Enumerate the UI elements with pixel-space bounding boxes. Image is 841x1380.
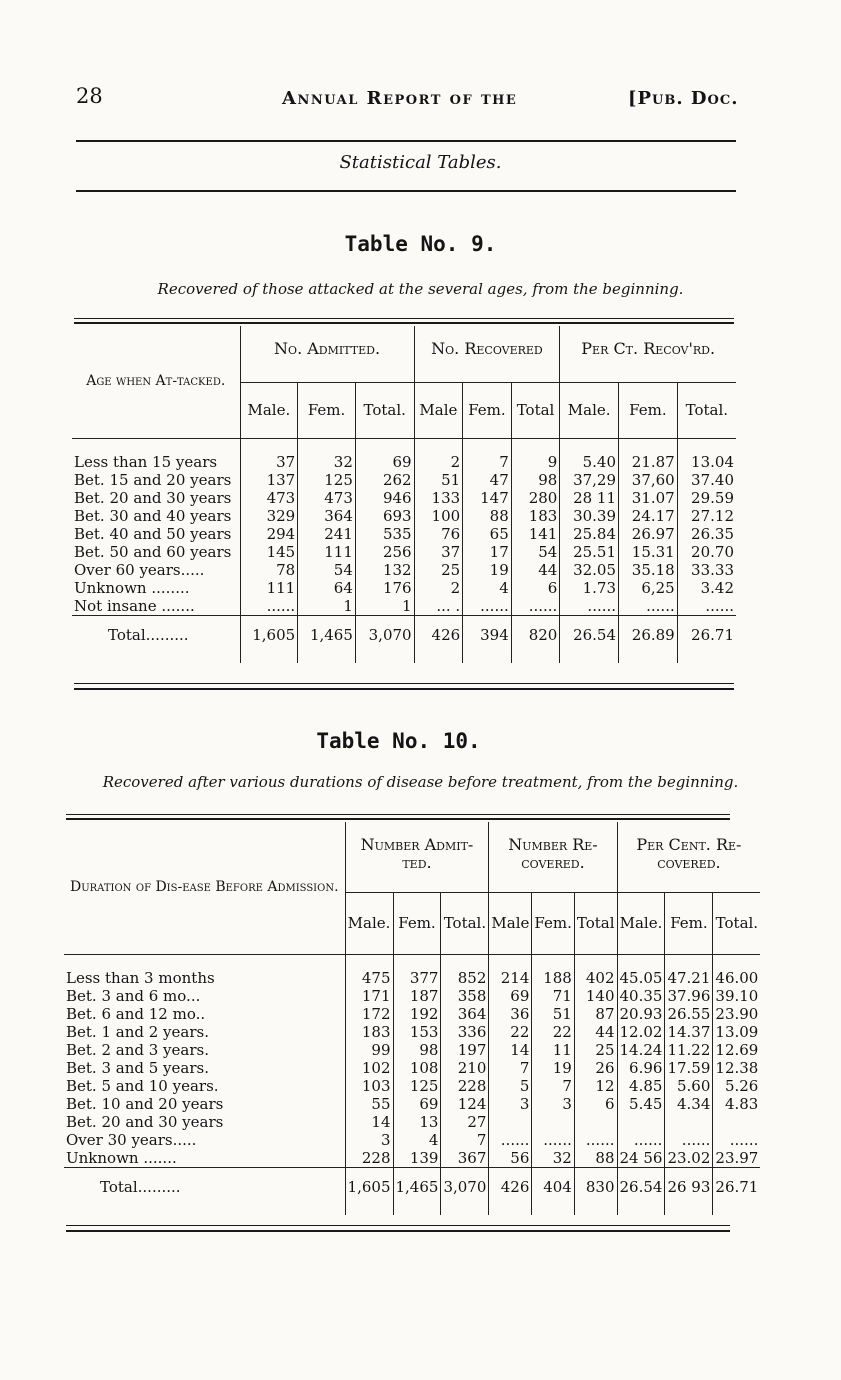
table10-tail-row bbox=[64, 1207, 760, 1215]
table-row bbox=[64, 1113, 760, 1131]
row-label: Bet. 1 and 2 years. bbox=[66, 1022, 209, 1041]
total-cell: 26.71 bbox=[713, 1167, 760, 1207]
table-cell: 1.73 bbox=[560, 579, 619, 597]
table-cell: 78 bbox=[240, 561, 298, 579]
table-cell: 51 bbox=[414, 471, 463, 489]
table-cell: 241 bbox=[298, 525, 356, 543]
table-cell: ...... bbox=[511, 597, 560, 616]
row-label: Bet. 3 and 5 years. bbox=[66, 1058, 209, 1077]
table9-col-male-percent: Male. bbox=[560, 382, 619, 438]
total-cell: 26.71 bbox=[677, 615, 736, 655]
table10-col-male-admitted: Male. bbox=[345, 892, 393, 954]
table-cell: 45.05 bbox=[617, 969, 665, 987]
table-cell: 46.00 bbox=[713, 969, 760, 987]
table-cell: 3 bbox=[345, 1131, 393, 1149]
table9-col-male-admitted: Male. bbox=[240, 382, 298, 438]
table-cell: 5.60 bbox=[665, 1077, 713, 1095]
table-cell: 56 bbox=[489, 1149, 532, 1168]
table-cell: 3.42 bbox=[677, 579, 736, 597]
table-cell: 210 bbox=[441, 1059, 489, 1077]
table-cell: 111 bbox=[240, 579, 298, 597]
table-cell: 13 bbox=[393, 1113, 441, 1131]
table9-col-fem-percent: Fem. bbox=[619, 382, 678, 438]
table9-col-total-percent: Total. bbox=[677, 382, 736, 438]
table-cell: 23.97 bbox=[713, 1149, 760, 1168]
table-cell: ...... bbox=[619, 597, 678, 616]
table-row bbox=[64, 1005, 760, 1023]
table-cell: 5.45 bbox=[617, 1095, 665, 1113]
row-label: Bet. 40 and 50 years bbox=[74, 524, 232, 543]
table-cell: 25.51 bbox=[560, 543, 619, 561]
table9-stub-header: Age when At-tacked. bbox=[72, 326, 240, 438]
table-cell: 1 bbox=[298, 597, 356, 616]
row-label: Less than 15 years bbox=[74, 452, 218, 471]
table-cell: 108 bbox=[393, 1059, 441, 1077]
table-cell: 25 bbox=[574, 1041, 617, 1059]
table-cell: 23.02 bbox=[665, 1149, 713, 1168]
table10-col-fem-percent: Fem. bbox=[665, 892, 713, 954]
table-row bbox=[72, 525, 736, 543]
table-row bbox=[64, 1095, 760, 1113]
table-cell: 37.96 bbox=[665, 987, 713, 1005]
table-cell: 69 bbox=[355, 453, 414, 471]
table-cell: 133 bbox=[414, 489, 463, 507]
table-row bbox=[72, 543, 736, 561]
table10-subtitle: Recovered after various durations of disease before treatment, from the beginning. bbox=[102, 773, 739, 791]
total-cell: 3,070 bbox=[441, 1167, 489, 1207]
table10-col-fem-admitted: Fem. bbox=[393, 892, 441, 954]
table10-bottom-rule-2 bbox=[66, 1230, 730, 1232]
table9 bbox=[72, 326, 736, 663]
table-cell: 19 bbox=[463, 561, 512, 579]
total-cell: 26.54 bbox=[560, 615, 619, 655]
table-cell: 27 bbox=[441, 1113, 489, 1131]
table-cell bbox=[665, 1113, 713, 1131]
table-cell: 17.59 bbox=[665, 1059, 713, 1077]
table-cell: 364 bbox=[441, 1005, 489, 1023]
table-row bbox=[64, 1149, 760, 1168]
table-cell: 87 bbox=[574, 1005, 617, 1023]
table-cell: 37,60 bbox=[619, 471, 678, 489]
table9-col-total-admitted: Total. bbox=[355, 382, 414, 438]
table-cell: 12.69 bbox=[713, 1041, 760, 1059]
section-title: Statistical Tables. bbox=[339, 152, 502, 173]
table-cell: 17 bbox=[463, 543, 512, 561]
table-cell: 176 bbox=[355, 579, 414, 597]
table-cell: 51 bbox=[532, 1005, 574, 1023]
table-cell: 7 bbox=[532, 1077, 574, 1095]
row-label: Unknown ........ bbox=[74, 578, 190, 597]
table-cell: 29.59 bbox=[677, 489, 736, 507]
table-cell: 4.34 bbox=[665, 1095, 713, 1113]
total-cell: 394 bbox=[463, 615, 512, 655]
total-cell: 426 bbox=[489, 1167, 532, 1207]
table-cell: 475 bbox=[345, 969, 393, 987]
table-cell: 44 bbox=[511, 561, 560, 579]
table-cell: 32 bbox=[532, 1149, 574, 1168]
table9-bottom-rule-2 bbox=[74, 688, 734, 690]
table-cell bbox=[532, 1113, 574, 1131]
table-cell: 187 bbox=[393, 987, 441, 1005]
table-cell: 147 bbox=[463, 489, 512, 507]
table-cell: 141 bbox=[511, 525, 560, 543]
table-cell: 103 bbox=[345, 1077, 393, 1095]
table-cell: 25 bbox=[414, 561, 463, 579]
table-cell: 14.37 bbox=[665, 1023, 713, 1041]
table10-group-recovered: Number Re-covered. bbox=[489, 822, 617, 892]
row-label: Not insane ....... bbox=[74, 596, 195, 615]
table-cell: 30.39 bbox=[560, 507, 619, 525]
table9-gap-row bbox=[72, 438, 736, 453]
table-cell: 364 bbox=[298, 507, 356, 525]
table10-col-male-recovered: Male bbox=[489, 892, 532, 954]
table-cell: 192 bbox=[393, 1005, 441, 1023]
table-cell: ...... bbox=[240, 597, 298, 616]
table-cell: 228 bbox=[441, 1077, 489, 1095]
table-cell: 6,25 bbox=[619, 579, 678, 597]
table10-top-rule bbox=[66, 814, 730, 815]
table-cell: 36 bbox=[489, 1005, 532, 1023]
table-cell: 39.10 bbox=[713, 987, 760, 1005]
table-cell: 946 bbox=[355, 489, 414, 507]
table-cell: 228 bbox=[345, 1149, 393, 1168]
table-cell: 183 bbox=[345, 1023, 393, 1041]
table-cell: 76 bbox=[414, 525, 463, 543]
table-cell: 125 bbox=[298, 471, 356, 489]
table-row bbox=[64, 1059, 760, 1077]
table-cell: 111 bbox=[298, 543, 356, 561]
table-cell: 69 bbox=[393, 1095, 441, 1113]
total-label: Total......... bbox=[72, 615, 240, 655]
table-cell: 37 bbox=[240, 453, 298, 471]
table-cell: 5 bbox=[489, 1077, 532, 1095]
table-cell: 7 bbox=[441, 1131, 489, 1149]
table10-col-total-percent: Total. bbox=[713, 892, 760, 954]
table-cell: 26.35 bbox=[677, 525, 736, 543]
row-label: Bet. 20 and 30 years bbox=[66, 1112, 224, 1131]
table-cell: 3 bbox=[532, 1095, 574, 1113]
row-label: Bet. 2 and 3 years. bbox=[66, 1040, 209, 1059]
table-cell: 100 bbox=[414, 507, 463, 525]
table-cell: 22 bbox=[532, 1023, 574, 1041]
table10-col-total-admitted: Total. bbox=[441, 892, 489, 954]
row-label: Bet. 20 and 30 years bbox=[74, 488, 232, 507]
table-cell: 24 56 bbox=[617, 1149, 665, 1168]
table10-group-percent: Per Cent. Re-covered. bbox=[617, 822, 760, 892]
table-cell: 7 bbox=[489, 1059, 532, 1077]
table-cell: 336 bbox=[441, 1023, 489, 1041]
total-cell: 26.54 bbox=[617, 1167, 665, 1207]
table-cell: 54 bbox=[511, 543, 560, 561]
table10-gap-row bbox=[64, 954, 760, 969]
table-cell: 402 bbox=[574, 969, 617, 987]
total-cell: 3,070 bbox=[355, 615, 414, 655]
table-cell: 26.97 bbox=[619, 525, 678, 543]
table-cell: 693 bbox=[355, 507, 414, 525]
table-cell: 32.05 bbox=[560, 561, 619, 579]
table-cell: 329 bbox=[240, 507, 298, 525]
total-cell: 1,605 bbox=[345, 1167, 393, 1207]
table10 bbox=[64, 822, 760, 1215]
table-cell: 55 bbox=[345, 1095, 393, 1113]
table-cell: 15.31 bbox=[619, 543, 678, 561]
table-cell: 28 11 bbox=[560, 489, 619, 507]
table-cell: 473 bbox=[240, 489, 298, 507]
table-cell: ...... bbox=[532, 1131, 574, 1149]
table-cell: 280 bbox=[511, 489, 560, 507]
total-row bbox=[64, 1167, 760, 1207]
table-cell: 12.38 bbox=[713, 1059, 760, 1077]
table-cell: ...... bbox=[463, 597, 512, 616]
table-row bbox=[72, 561, 736, 579]
table-cell: 20.93 bbox=[617, 1005, 665, 1023]
total-cell: 1,605 bbox=[240, 615, 298, 655]
row-label: Over 30 years..... bbox=[66, 1130, 197, 1149]
table-row bbox=[64, 1077, 760, 1095]
table-cell: 102 bbox=[345, 1059, 393, 1077]
table-cell bbox=[713, 1113, 760, 1131]
table-cell: 12 bbox=[574, 1077, 617, 1095]
table-cell: 4.85 bbox=[617, 1077, 665, 1095]
table-cell: 256 bbox=[355, 543, 414, 561]
page-number: 28 bbox=[76, 84, 103, 108]
table9-top-rule bbox=[74, 318, 734, 319]
running-title: Annual Report of the bbox=[282, 88, 518, 109]
table-cell: 23.90 bbox=[713, 1005, 760, 1023]
table-cell: 172 bbox=[345, 1005, 393, 1023]
table-cell: ...... bbox=[665, 1131, 713, 1149]
table-cell bbox=[489, 1113, 532, 1131]
row-label: Bet. 3 and 6 mo... bbox=[66, 986, 201, 1005]
table9-group-admitted: No. Admitted. bbox=[240, 326, 414, 382]
table9-top-rule-2 bbox=[74, 322, 734, 324]
table-cell: 27.12 bbox=[677, 507, 736, 525]
table-cell: 5.26 bbox=[713, 1077, 760, 1095]
table-cell: 6.96 bbox=[617, 1059, 665, 1077]
table-cell: 35.18 bbox=[619, 561, 678, 579]
table-cell: 44 bbox=[574, 1023, 617, 1041]
table-cell: 124 bbox=[441, 1095, 489, 1113]
table-cell: 139 bbox=[393, 1149, 441, 1168]
table-cell: 64 bbox=[298, 579, 356, 597]
table-cell: 5.40 bbox=[560, 453, 619, 471]
table9-bottom-rule bbox=[74, 683, 734, 684]
total-cell: 830 bbox=[574, 1167, 617, 1207]
table10-title: Table No. 10. bbox=[316, 729, 481, 753]
table-cell: 188 bbox=[532, 969, 574, 987]
table-cell: 214 bbox=[489, 969, 532, 987]
table-cell: 535 bbox=[355, 525, 414, 543]
table-cell: ...... bbox=[677, 597, 736, 616]
table-cell: 65 bbox=[463, 525, 512, 543]
header-rule-top bbox=[76, 140, 736, 142]
table10-col-male-percent: Male. bbox=[617, 892, 665, 954]
table-row bbox=[72, 453, 736, 471]
table10-col-fem-recovered: Fem. bbox=[532, 892, 574, 954]
table-cell: 26.55 bbox=[665, 1005, 713, 1023]
table-cell: 14 bbox=[345, 1113, 393, 1131]
table-cell: 367 bbox=[441, 1149, 489, 1168]
table-cell: 37 bbox=[414, 543, 463, 561]
table-cell: 26 bbox=[574, 1059, 617, 1077]
table-row bbox=[72, 579, 736, 597]
table-cell: 4.83 bbox=[713, 1095, 760, 1113]
table-cell: 13.09 bbox=[713, 1023, 760, 1041]
table-cell bbox=[617, 1113, 665, 1131]
table9-title: Table No. 9. bbox=[344, 232, 497, 256]
table-cell: 9 bbox=[511, 453, 560, 471]
row-label: Bet. 15 and 20 years bbox=[74, 470, 232, 489]
table-cell: 69 bbox=[489, 987, 532, 1005]
table-cell: 20.70 bbox=[677, 543, 736, 561]
table9-col-total-recovered: Total bbox=[511, 382, 560, 438]
table-row bbox=[64, 1041, 760, 1059]
table9-col-fem-admitted: Fem. bbox=[298, 382, 356, 438]
total-cell: 26.89 bbox=[619, 615, 678, 655]
table9-subtitle: Recovered of those attacked at the several ages, from the beginning. bbox=[157, 280, 684, 298]
table-cell: 183 bbox=[511, 507, 560, 525]
total-label: Total......... bbox=[64, 1167, 345, 1207]
table-cell: 19 bbox=[532, 1059, 574, 1077]
document-reference: [Pub. Doc. bbox=[628, 88, 739, 109]
table-cell: 7 bbox=[463, 453, 512, 471]
row-label: Bet. 10 and 20 years bbox=[66, 1094, 224, 1113]
table10-stub-header: Duration of Dis-ease Before Admission. bbox=[64, 822, 345, 954]
table-cell: 3 bbox=[489, 1095, 532, 1113]
row-label: Bet. 6 and 12 mo.. bbox=[66, 1004, 206, 1023]
table-cell: 99 bbox=[345, 1041, 393, 1059]
table10-top-rule-2 bbox=[66, 818, 730, 820]
table-cell: 31.07 bbox=[619, 489, 678, 507]
table-cell: 125 bbox=[393, 1077, 441, 1095]
table-cell bbox=[574, 1113, 617, 1131]
table-cell: 11.22 bbox=[665, 1041, 713, 1059]
table-cell: 37,29 bbox=[560, 471, 619, 489]
row-label: Less than 3 months bbox=[66, 968, 215, 987]
table-cell: ...... bbox=[713, 1131, 760, 1149]
table-row bbox=[72, 507, 736, 525]
total-cell: 820 bbox=[511, 615, 560, 655]
table-cell: 13.04 bbox=[677, 453, 736, 471]
header-rule-bottom bbox=[76, 190, 736, 192]
table-cell: 140 bbox=[574, 987, 617, 1005]
table-cell: 145 bbox=[240, 543, 298, 561]
table10-col-total-recovered: Total bbox=[574, 892, 617, 954]
table-cell: 197 bbox=[441, 1041, 489, 1059]
table9-group-percent: Per Ct. Recov'rd. bbox=[560, 326, 736, 382]
table-row bbox=[72, 471, 736, 489]
row-label: Bet. 5 and 10 years. bbox=[66, 1076, 219, 1095]
table9-col-male-recovered: Male bbox=[414, 382, 463, 438]
table-cell: 294 bbox=[240, 525, 298, 543]
table-cell: 11 bbox=[532, 1041, 574, 1059]
table-cell: 2 bbox=[414, 579, 463, 597]
table-row bbox=[72, 489, 736, 507]
table-cell: 22 bbox=[489, 1023, 532, 1041]
table-cell: 47.21 bbox=[665, 969, 713, 987]
table10-group-admitted: Number Admit-ted. bbox=[345, 822, 489, 892]
table-cell: ...... bbox=[489, 1131, 532, 1149]
table-cell: 47 bbox=[463, 471, 512, 489]
table-cell: 33.33 bbox=[677, 561, 736, 579]
table-cell: 171 bbox=[345, 987, 393, 1005]
row-label: Over 60 years..... bbox=[74, 560, 205, 579]
table-cell: 12.02 bbox=[617, 1023, 665, 1041]
table-cell: ...... bbox=[560, 597, 619, 616]
table-cell: 377 bbox=[393, 969, 441, 987]
table-cell: 54 bbox=[298, 561, 356, 579]
table-row bbox=[64, 1131, 760, 1149]
row-label: Unknown ....... bbox=[66, 1148, 177, 1167]
table-cell: 88 bbox=[574, 1149, 617, 1168]
total-cell: 1,465 bbox=[298, 615, 356, 655]
total-cell: 26 93 bbox=[665, 1167, 713, 1207]
table-cell: 4 bbox=[393, 1131, 441, 1149]
table-cell: 137 bbox=[240, 471, 298, 489]
table-cell: 32 bbox=[298, 453, 356, 471]
table-cell: 153 bbox=[393, 1023, 441, 1041]
table-cell: 14 bbox=[489, 1041, 532, 1059]
table-cell: ...... bbox=[574, 1131, 617, 1149]
table-cell: 132 bbox=[355, 561, 414, 579]
table-cell: 4 bbox=[463, 579, 512, 597]
total-cell: 1,465 bbox=[393, 1167, 441, 1207]
table-cell: 1 bbox=[355, 597, 414, 616]
table-row bbox=[64, 1023, 760, 1041]
table-cell: 21.87 bbox=[619, 453, 678, 471]
table9-group-recovered: No. Recovered bbox=[414, 326, 560, 382]
table-row bbox=[64, 969, 760, 987]
table-cell: ...... bbox=[617, 1131, 665, 1149]
table-cell: 37.40 bbox=[677, 471, 736, 489]
table-cell: 98 bbox=[393, 1041, 441, 1059]
table9-col-fem-recovered: Fem. bbox=[463, 382, 512, 438]
table-row bbox=[64, 987, 760, 1005]
table-cell: 24.17 bbox=[619, 507, 678, 525]
table10-bottom-rule bbox=[66, 1225, 730, 1226]
row-label: Bet. 30 and 40 years bbox=[74, 506, 232, 525]
table-cell: 358 bbox=[441, 987, 489, 1005]
table-cell: 262 bbox=[355, 471, 414, 489]
total-cell: 404 bbox=[532, 1167, 574, 1207]
row-label: Bet. 50 and 60 years bbox=[74, 542, 232, 561]
table-cell: 14.24 bbox=[617, 1041, 665, 1059]
table9-tail-row bbox=[72, 655, 736, 663]
total-cell: 426 bbox=[414, 615, 463, 655]
table-cell: 852 bbox=[441, 969, 489, 987]
table-cell: ... . bbox=[414, 597, 463, 616]
table-cell: 71 bbox=[532, 987, 574, 1005]
table-row bbox=[72, 597, 736, 616]
table-cell: 25.84 bbox=[560, 525, 619, 543]
table-cell: 6 bbox=[511, 579, 560, 597]
table-cell: 40.35 bbox=[617, 987, 665, 1005]
table-cell: 473 bbox=[298, 489, 356, 507]
table-cell: 6 bbox=[574, 1095, 617, 1113]
table-cell: 2 bbox=[414, 453, 463, 471]
table-cell: 88 bbox=[463, 507, 512, 525]
total-row bbox=[72, 615, 736, 655]
table-cell: 98 bbox=[511, 471, 560, 489]
